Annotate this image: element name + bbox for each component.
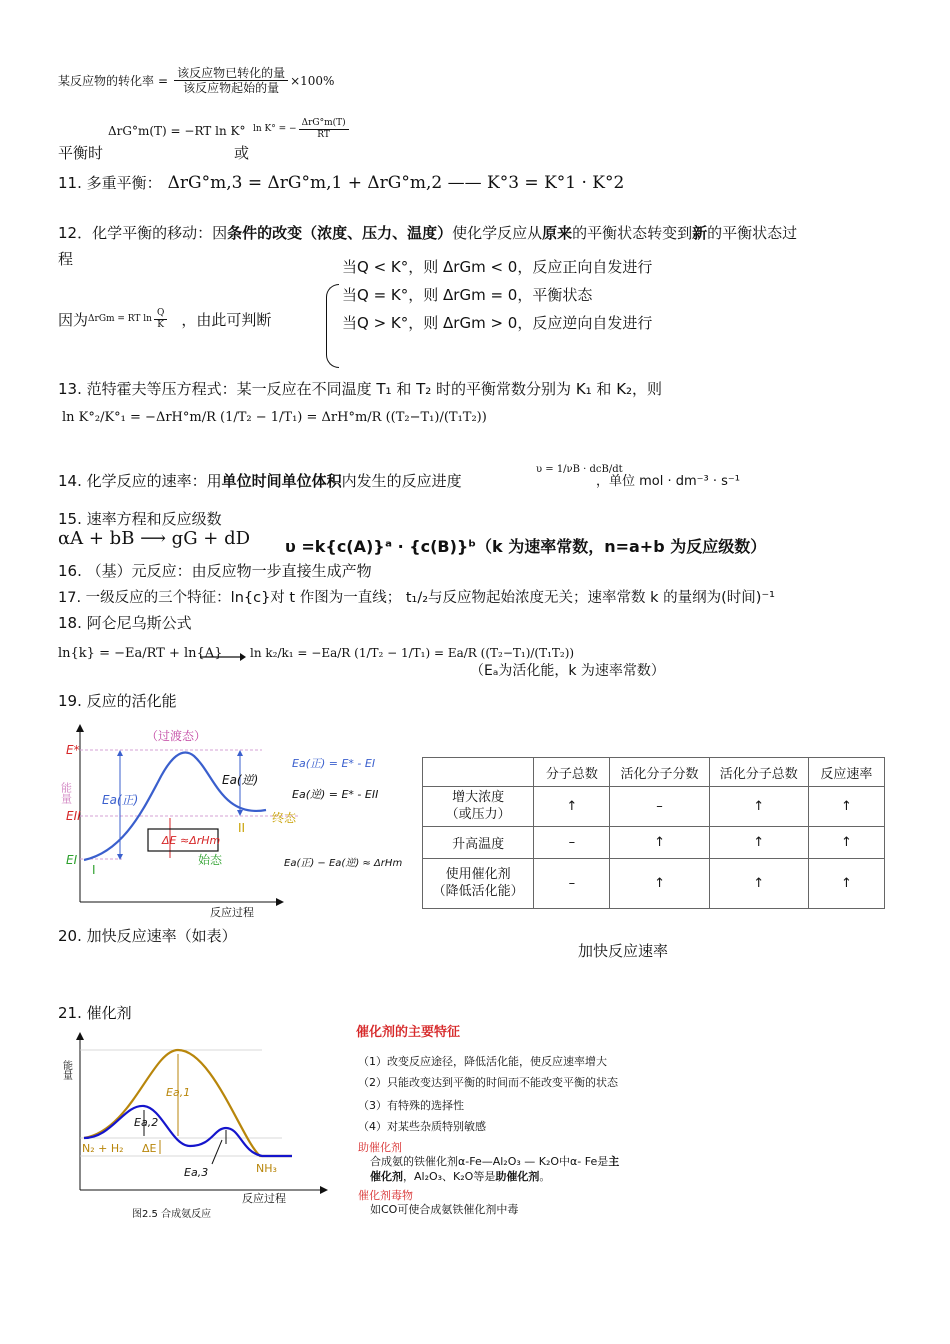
- item-18-title: 18. 阿仑尼乌斯公式: [58, 614, 192, 632]
- ea2-label: Ea,2: [134, 1116, 159, 1129]
- initial-state-label: 始态: [198, 853, 223, 867]
- table-cell: ↑: [709, 787, 808, 827]
- van-t-hoff-formula: ln K°₂/K°₁ = −ΔrH°m/R (1/T₂ − 1/T₁) = ΔrH°m/R ((T₂−T₁)/(T₁T₂)): [62, 410, 487, 425]
- conversion-label: 某反应物的转化率: [58, 74, 155, 89]
- item-14: 14. 化学反应的速率：用单位时间单位体积内发生的反应进度: [58, 472, 462, 490]
- axis-label-process: 反应过程: [242, 1192, 286, 1205]
- poison-title: 催化剂毒物: [358, 1189, 413, 1202]
- cases-brace: [326, 284, 339, 368]
- feature-item: （2）只能改变达到平衡的时间而不能改变平衡的状态: [358, 1076, 618, 1089]
- arrow-icon: [200, 650, 246, 664]
- item-20: 20. 加快反应速率（如表）: [58, 927, 237, 945]
- item-19-title: 19. 反应的活化能: [58, 692, 177, 710]
- promoter-title: 助催化剂: [358, 1141, 402, 1154]
- arrhenius-two-temperature: ln k₂/k₁ = −Ea/R (1/T₂ − 1/T₁) = Ea/R ((T₂−T₁)/(T₁T₂)): [250, 646, 575, 660]
- table-header: 分子总数: [534, 758, 610, 787]
- equilibrium-or: 或: [234, 144, 250, 162]
- delta-e-label: ΔE: [142, 1142, 157, 1155]
- table-cell: 增大浓度 （或压力）: [423, 787, 534, 827]
- table-cell: ↑: [534, 787, 610, 827]
- table-caption: 加快反应速率: [578, 942, 669, 960]
- table-row: [423, 787, 885, 827]
- final-state-label: 终态: [272, 811, 297, 825]
- item-12-line1: 12．化学平衡的移动：因条件的改变（浓度、压力、温度）使化学反应从原来的平衡状态转变到新的平衡状态过: [58, 224, 798, 242]
- multiple-equilibrium-formula: ΔrG°m,3 = ΔrG°m,1 + ΔrG°m,2 —— K°3 = K°1 · K°2: [167, 172, 625, 193]
- ea-reverse-label: Ea(逆): [222, 773, 259, 787]
- feature-item: （4）对某些杂质特别敏感: [358, 1120, 486, 1133]
- equilibrium-formula-1: ΔrG°m(T) = −RT ln K°: [108, 124, 246, 138]
- case-greater: 当Q > K°，则 ΔrGm > 0，反应逆向自发进行: [342, 314, 653, 332]
- item-13: 13. 范特霍夫等压方程式：某一反应在不同温度 T₁ 和 T₂ 时的平衡常数分别为 K₁ 和 K₂，则: [58, 380, 663, 398]
- table-row: [423, 827, 885, 859]
- table-cell: –: [610, 787, 709, 827]
- e-star-label: E*: [66, 743, 80, 757]
- table-header: [423, 758, 534, 787]
- ea-reverse-equation: Ea(逆) = E* - EII: [292, 788, 379, 801]
- promoter-text-2: 催化剂，Al₂O₃、K₂O等是助催化剂。: [370, 1170, 551, 1183]
- activation-energy-diagram: [59, 722, 422, 919]
- arrhenius-note: （Eₐ为活化能，k 为速率常数）: [470, 663, 665, 679]
- delta-e-label: ΔE ≈ΔrHm: [162, 834, 221, 847]
- axis-label-energy: 能量: [59, 782, 73, 804]
- table-header: 活化分子分数: [610, 758, 709, 787]
- case-less: 当Q < K°，则 ΔrGm < 0，反应正向自发进行: [342, 258, 653, 276]
- table-header: 活化分子总数: [709, 758, 808, 787]
- feature-item: （3）有特殊的选择性: [358, 1099, 464, 1112]
- ea3-label: Ea,3: [184, 1166, 209, 1179]
- reactants-label: N₂ + H₂: [82, 1142, 124, 1155]
- table-cell: ↑: [709, 859, 808, 909]
- table-cell: ↑: [709, 827, 808, 859]
- ea-forward-label: Ea(正): [102, 793, 139, 807]
- table-cell: ↑: [610, 859, 709, 909]
- rate-definition-formula: υ = 1/νB · dcB/dt: [536, 464, 623, 475]
- poison-text: 如CO可使合成氨铁催化剂中毒: [370, 1203, 519, 1216]
- ammonia-catalysis-diagram: [62, 1030, 362, 1226]
- uncatalyzed-curve: [84, 1050, 292, 1156]
- item-21-title: 21. 催化剂: [58, 1004, 132, 1022]
- product-label: NH₃: [256, 1162, 277, 1175]
- table-cell: ↑: [808, 787, 884, 827]
- item-16: 16. （基）元反应：由反应物一步直接生成产物: [58, 562, 372, 580]
- catalyst-features: [356, 1024, 676, 1224]
- state-ii-label: II: [238, 821, 246, 835]
- ea-difference-equation: Ea(正) − Ea(逆) ≈ ΔrHm: [284, 858, 403, 869]
- general-reaction: αA + bB ⟶ gG + dD: [58, 528, 251, 549]
- figure-caption: 图2.5 合成氨反应: [132, 1209, 212, 1220]
- features-title: 催化剂的主要特征: [356, 1025, 461, 1040]
- item-17: 17. 一级反应的三个特征：ln{c}对 t 作图为一直线； t₁/₂与反应物起始浓度无关；速率常数 k 的量纲为(时间)⁻¹: [58, 590, 775, 606]
- table-header-row: [423, 758, 885, 787]
- table-row: [423, 859, 885, 909]
- table-cell: 升高温度: [423, 827, 534, 859]
- table-header: 反应速率: [808, 758, 884, 787]
- conversion-fraction: $\frac{\text{该反应物已转化的量}}{\text{该反应物起始的量}}$: [174, 66, 288, 96]
- item-15-title: 15. 速率方程和反应级数: [58, 510, 222, 528]
- axis-label-process: 反应过程: [210, 906, 254, 919]
- ea1-label: Ea,1: [166, 1086, 191, 1099]
- rate-unit: ，单位 mol · dm⁻³ · s⁻¹: [596, 474, 740, 489]
- table-cell: 使用催化剂 （降低活化能）: [423, 859, 534, 909]
- ea-forward-equation: Ea(正) = E* - EI: [292, 757, 376, 770]
- equilibrium-prefix: 平衡时: [58, 144, 104, 162]
- table-cell: ↑: [610, 827, 709, 859]
- item-12-because: 因为 ΔrGm = RT ln $\frac{Q}{K}$ ，由此可判断: [58, 308, 272, 330]
- promoter-text-1: 合成氨的铁催化剂α-Fe—Al₂O₃ — K₂O中α- Fe是主: [370, 1155, 620, 1168]
- state-i-label: I: [92, 863, 96, 877]
- table-cell: ↑: [808, 827, 884, 859]
- item-12-line2: 程: [58, 250, 74, 268]
- axis-label-energy: 能量: [60, 1060, 72, 1080]
- table-cell: ↑: [808, 859, 884, 909]
- item-11: 11. 多重平衡： ΔrG°m,3 = ΔrG°m,1 + ΔrG°m,2 —— K°3 = K°1 · K°2: [58, 172, 625, 193]
- e1-label: EI: [66, 853, 78, 867]
- feature-item: （1）改变反应途径，降低活化能，使反应速率增大: [358, 1055, 607, 1068]
- rate-factor-table: [422, 757, 885, 909]
- rate-equation: υ =k{c(A)}ᵃ · {c(B)}ᵇ（k 为速率常数，n=a+b 为反应级数）: [285, 537, 767, 556]
- table-cell: –: [534, 859, 610, 909]
- table-cell: –: [534, 827, 610, 859]
- e2-label: EII: [66, 809, 81, 823]
- conversion-rate-formula: 某反应物的转化率 = $\frac{\text{该反应物已转化的量}}{\text{该反应物起始的量}}$ ×100%: [58, 66, 335, 96]
- equilibrium-formula-2: ln K° = − $\frac{\text{ΔrG°m(T)}}{RT}$: [253, 118, 351, 141]
- case-equal: 当Q = K°，则 ΔrGm = 0，平衡状态: [342, 286, 593, 304]
- arrhenius-formula: ln{k} = −Ea/RT + ln{A}: [58, 646, 223, 661]
- transition-state-label: （过渡态）: [146, 729, 207, 743]
